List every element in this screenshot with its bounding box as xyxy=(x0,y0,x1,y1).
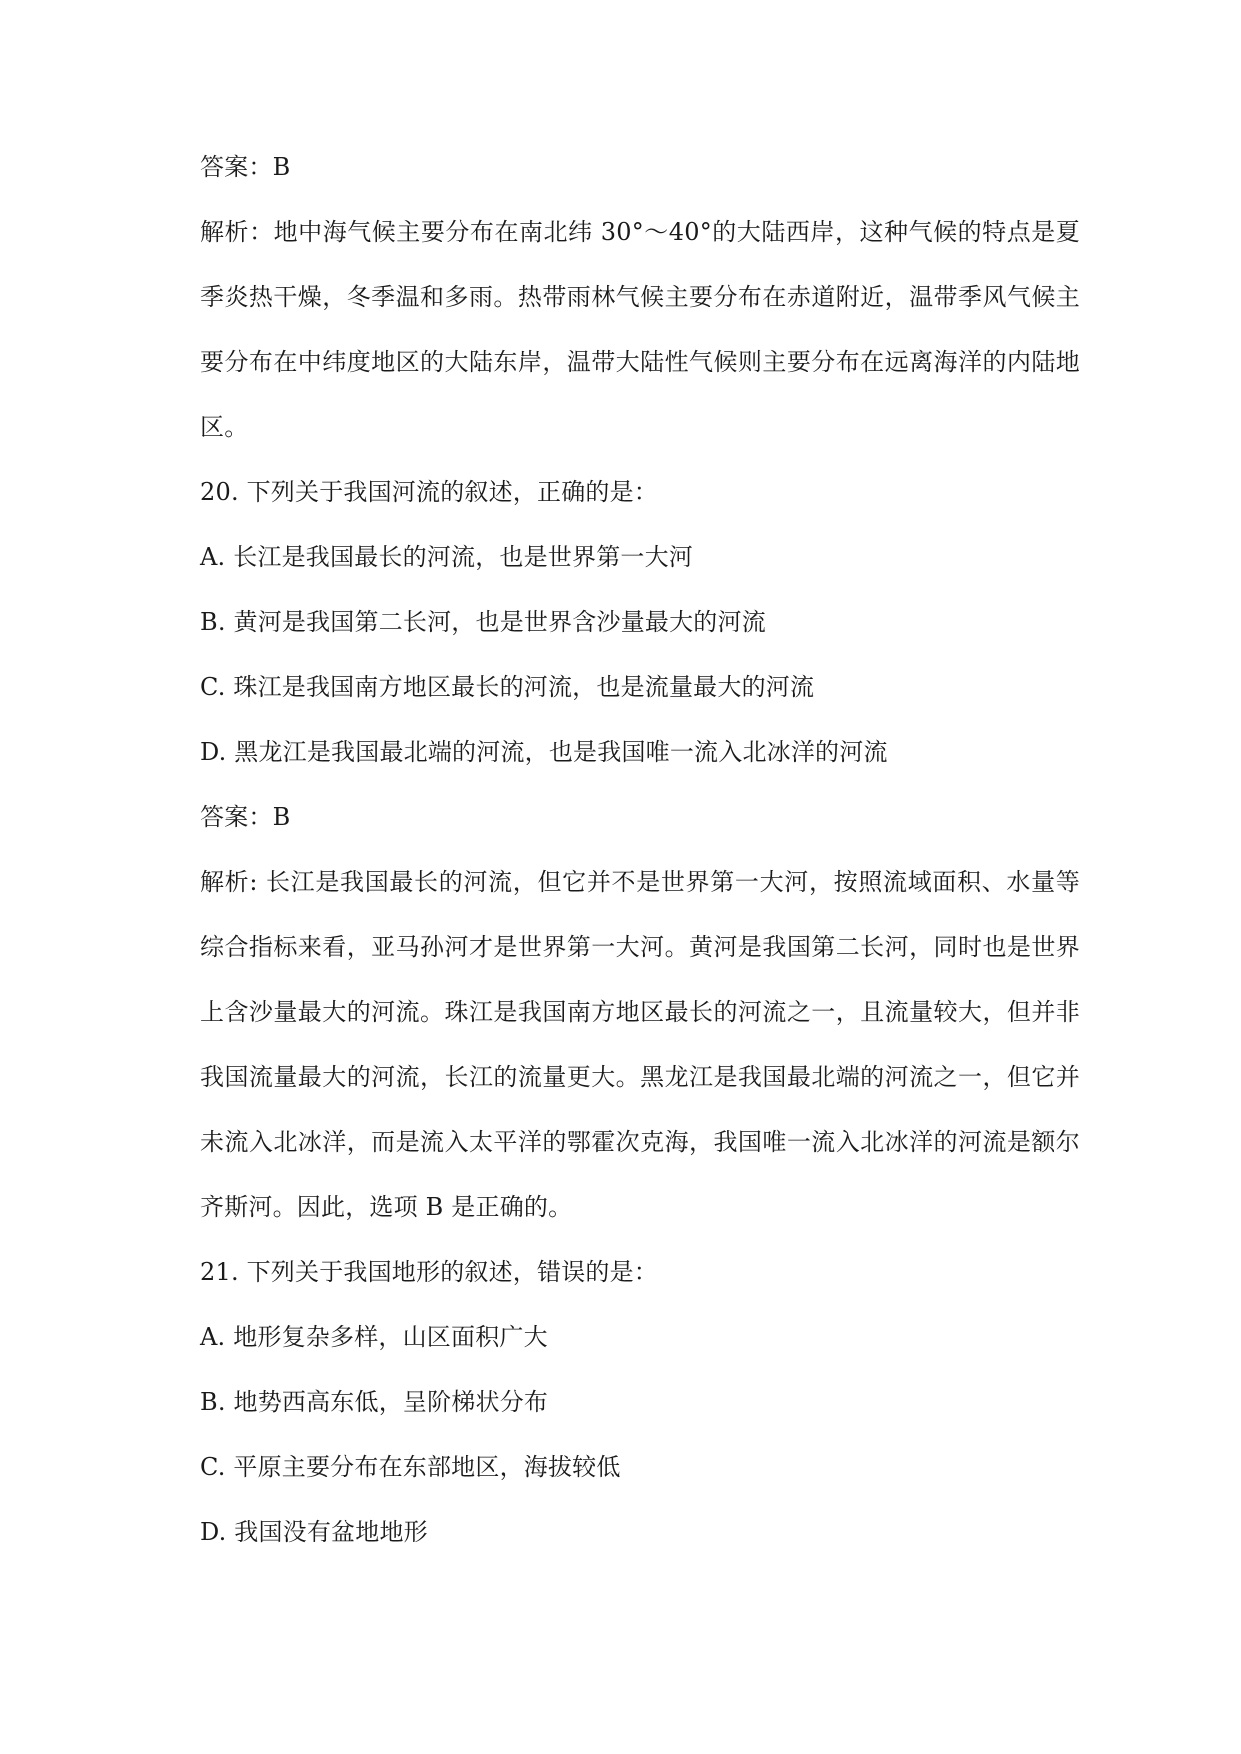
option-21-d: D. 我国没有盆地地形 xyxy=(200,1518,428,1546)
option-21-a: A. 地形复杂多样，山区面积广大 xyxy=(200,1323,548,1351)
analysis-19: 解析：地中海气候主要分布在南北纬 30°～40°的大陆西岸，这种气候的特点是夏季炎热干燥，冬季温和多雨。热带雨林气候主要分布在赤道附近，温带季风气候主要分布在中纬度地区的大陆东岸，温带大陆性气候则主要分布在远离海洋的内陆地区。 xyxy=(200,218,1080,441)
answer-19: 答案：B xyxy=(200,153,291,181)
question-21: 21. 下列关于我国地形的叙述，错误的是： xyxy=(200,1258,658,1286)
question-20: 20. 下列关于我国河流的叙述，正确的是： xyxy=(200,478,658,506)
option-20-c: C. 珠江是我国南方地区最长的河流，也是流量最大的河流 xyxy=(200,673,815,701)
option-20-d: D. 黑龙江是我国最北端的河流，也是我国唯一流入北冰洋的河流 xyxy=(200,738,888,766)
option-20-b: B. 黄河是我国第二长河，也是世界含沙量最大的河流 xyxy=(200,608,766,636)
answer-20: 答案：B xyxy=(200,803,291,831)
option-21-c: C. 平原主要分布在东部地区，海拔较低 xyxy=(200,1453,621,1481)
page-content xyxy=(200,135,1080,1565)
option-21-b: B. 地势西高东低，呈阶梯状分布 xyxy=(200,1388,549,1416)
analysis-20: 解析: 长江是我国最长的河流，但它并不是世界第一大河，按照流域面积、水量等综合指标来看，亚马孙河才是世界第一大河。黄河是我国第二长河，同时也是世界上含沙量最大的河流。珠江是我国南方地区最长的河流之一，且流量较大，但并非我国流量最大的河流，长江的流量更大。黑龙江是我国最北端的河流之一，但它并未流入北冰洋，而是流入太平洋的鄂霍次克海，我国唯一流入北冰洋的河流是额尔齐斯河。因此，选项 B 是正确的。 xyxy=(200,868,1080,1221)
option-20-a: A. 长江是我国最长的河流，也是世界第一大河 xyxy=(200,543,693,571)
